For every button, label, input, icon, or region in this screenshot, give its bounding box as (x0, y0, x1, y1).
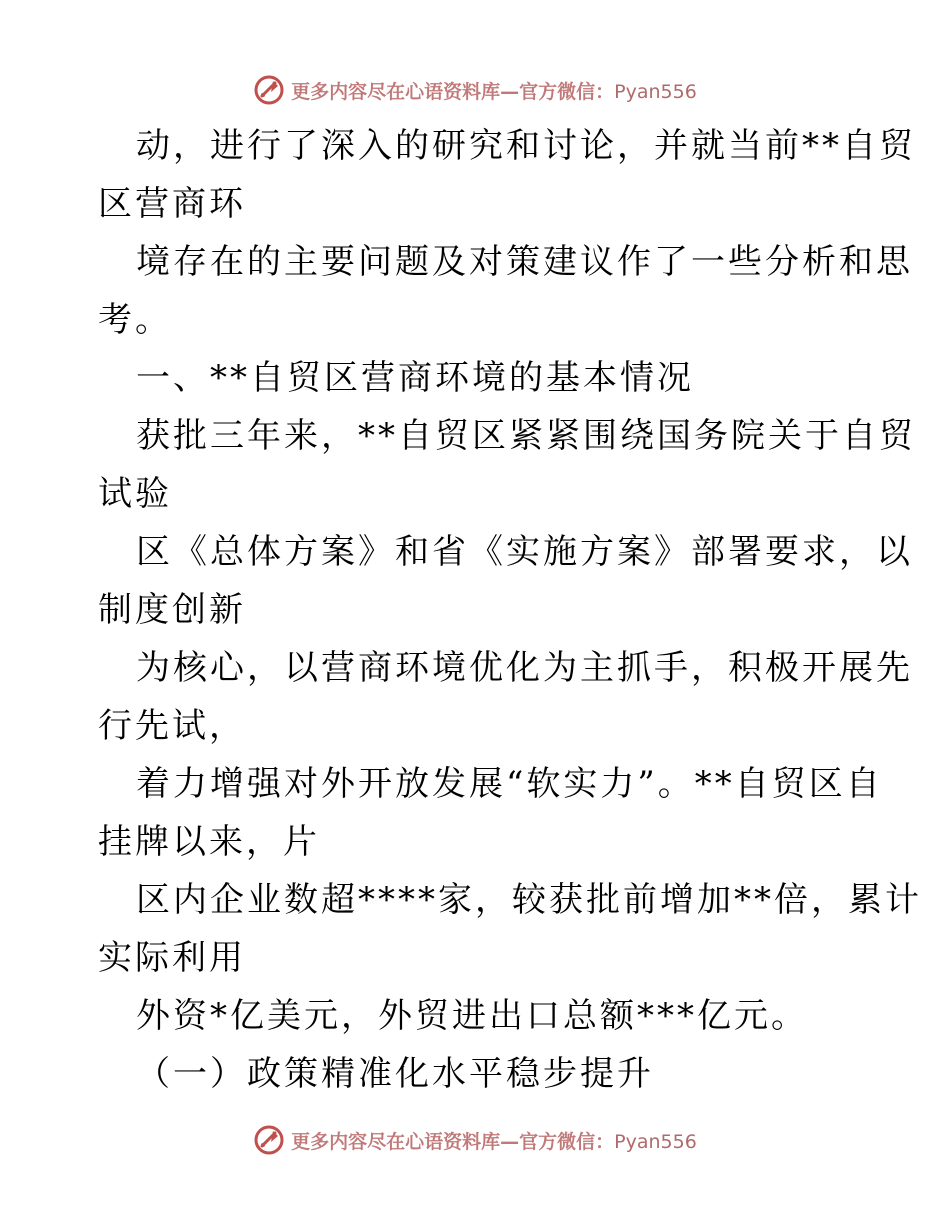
banner-slogan: 更多内容尽在心语资料库—官方微信： (291, 80, 615, 103)
logo-icon (253, 1124, 285, 1156)
body-line: 为核心，以营商环境优化为主抓手，积极开展先 (136, 648, 913, 688)
banner-wechat-id: Pyan556 (614, 1130, 697, 1153)
banner-text (291, 77, 697, 104)
body-line: 区营商环 (98, 184, 246, 224)
body-line: 制度创新 (98, 590, 246, 630)
body-line: 获批三年来，**自贸区紧紧围绕国务院关于自贸 (136, 416, 916, 456)
subsection-heading: （一）政策精准化水平稳步提升 (136, 1054, 654, 1094)
body-line: 实际利用 (98, 938, 246, 978)
banner-wechat-id: Pyan556 (614, 80, 697, 103)
body-line: 试验 (98, 474, 172, 514)
logo-icon (253, 74, 285, 106)
body-line: 着力增强对外开放发展“软实力”。**自贸区自 (136, 764, 883, 804)
footer-watermark-banner (0, 1120, 950, 1160)
body-line: 区内企业数超****家，较获批前增加**倍，累计 (136, 880, 922, 920)
body-line: 区《总体方案》和省《实施方案》部署要求，以 (136, 532, 913, 572)
section-heading: 一、**自贸区营商环境的基本情况 (136, 358, 694, 398)
body-line: 行先试， (98, 706, 246, 746)
body-line: 境存在的主要问题及对策建议作了一些分析和思 (136, 242, 913, 282)
header-watermark-banner (0, 70, 950, 110)
body-line: 考。 (98, 300, 172, 340)
body-line: 动，进行了深入的研究和讨论，并就当前**自贸 (136, 126, 916, 166)
banner-text (291, 1127, 697, 1154)
body-line: 挂牌以来，片 (98, 822, 320, 862)
body-line: 外资*亿美元，外贸进出口总额***亿元。 (136, 996, 808, 1036)
banner-slogan: 更多内容尽在心语资料库—官方微信： (291, 1130, 615, 1153)
